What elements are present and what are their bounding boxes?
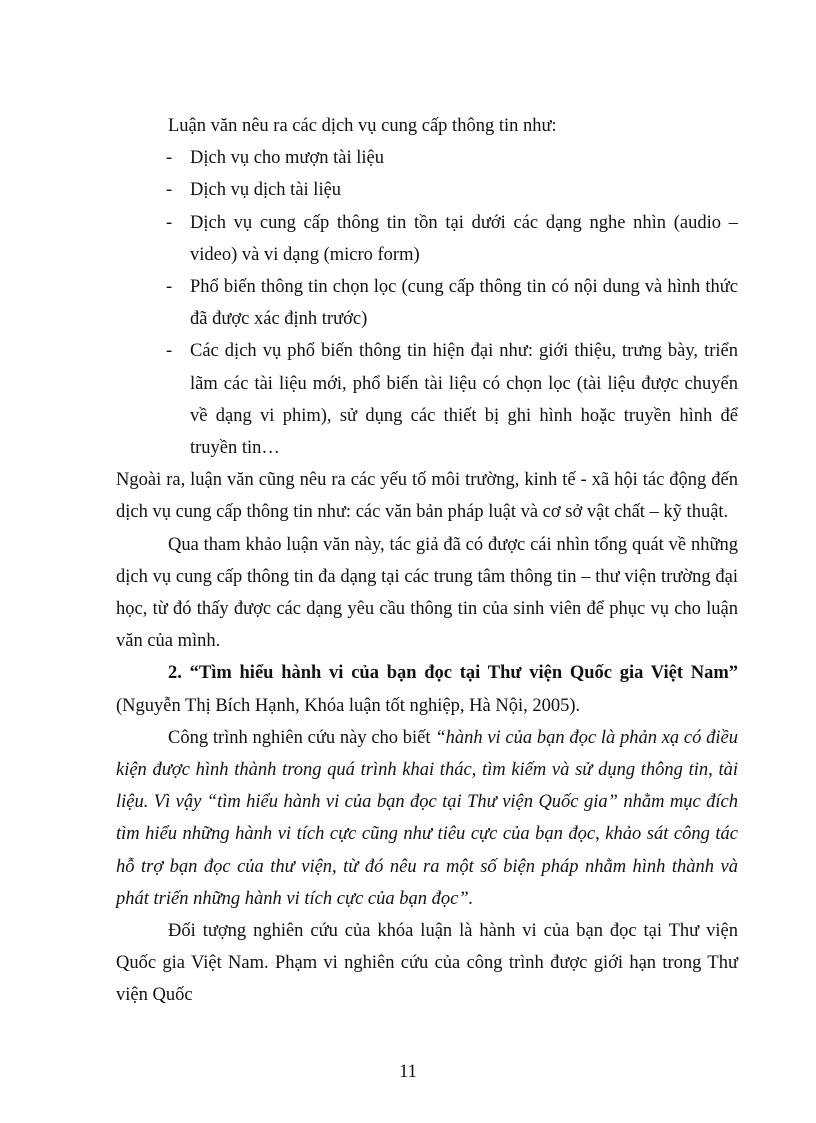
list-item bbox=[116, 142, 738, 174]
bullet-dash: - bbox=[166, 212, 173, 233]
list-item-text: Dịch vụ cung cấp thông tin tồn tại dưới các dạng nghe nhìn (audio – video) và vi dạng (micro form) bbox=[190, 212, 738, 265]
list-item bbox=[116, 207, 738, 271]
bullet-dash: - bbox=[166, 148, 173, 169]
list-item bbox=[116, 335, 738, 464]
section-heading bbox=[116, 657, 738, 721]
overview-paragraph: Qua tham khảo luận văn này, tác giả đã có được cái nhìn tổng quát về những dịch vụ cung cấp thông tin đa dạng tại các trung tâm thông tin – thư viện trường đại học, từ đó thấy được các dạng yêu cầu thông tin của sinh viên để phục vụ cho luận văn của mình. bbox=[116, 534, 738, 652]
subject-paragraph: Đối tượng nghiên cứu của khóa luận là hành vi của bạn đọc tại Thư viện Quốc gia Việt Nam. Phạm vi nghiên cứu của công trình được giới hạn trong Thư viện Quốc bbox=[116, 921, 738, 1006]
bullet-dash: - bbox=[166, 180, 173, 201]
list-item-text: Dịch vụ cho mượn tài liệu bbox=[190, 148, 384, 169]
environment-paragraph: Ngoài ra, luận văn cũng nêu ra các yếu tố môi trường, kinh tế - xã hội tác động đến dịch vụ cung cấp thông tin như: các văn bản pháp luật và cơ sở vật chất – kỹ thuật. bbox=[116, 470, 738, 523]
list-item bbox=[116, 271, 738, 335]
research-quote: “hành vi của bạn đọc là phản xạ có điều kiện được hình thành trong quá trình khai thác, tìm kiếm và sử dụng thông tin, tài liệu. Vì vậy “tìm hiểu hành vi của bạn đọc tại Thư viện Quốc gia” nhằm mục đích tìm hiểu những hành vi tích cực cũng như tiêu cực của bạn đọc, khảo sát công tác hỗ trợ bạn đọc của thư viện, từ đó nêu ra một số biện pháp nhằm hình thành và phát triển những hành vi tích cực của bạn đọc”. bbox=[116, 727, 738, 909]
list-item-text: Các dịch vụ phổ biến thông tin hiện đại như: giới thiệu, trưng bày, triển lãm các tài liệu mới, phổ biến tài liệu có chọn lọc (tài liệu được chuyển về dạng vi phim), sử dụng các thiết bị ghi hình hoặc truyền hình để truyền tin… bbox=[190, 341, 738, 459]
intro-paragraph: Luận văn nêu ra các dịch vụ cung cấp thông tin như: bbox=[168, 116, 557, 136]
service-list bbox=[116, 142, 738, 464]
research-paragraph bbox=[116, 722, 738, 915]
section-title: 2. “Tìm hiểu hành vi của bạn đọc tại Thư viện Quốc gia Việt Nam” bbox=[168, 663, 738, 684]
bullet-dash: - bbox=[166, 277, 173, 298]
section-citation: (Nguyễn Thị Bích Hạnh, Khóa luận tốt nghiệp, Hà Nội, 2005). bbox=[116, 695, 581, 716]
research-lead: Công trình nghiên cứu này cho biết bbox=[168, 727, 436, 748]
document-body bbox=[116, 110, 738, 1012]
page-number: 11 bbox=[399, 1062, 417, 1082]
bullet-dash: - bbox=[166, 341, 173, 362]
list-item-text: Dịch vụ dịch tài liệu bbox=[190, 180, 342, 201]
list-item-text: Phổ biến thông tin chọn lọc (cung cấp thông tin có nội dung và hình thức đã được xác định trước) bbox=[190, 277, 738, 330]
list-item bbox=[116, 174, 738, 206]
